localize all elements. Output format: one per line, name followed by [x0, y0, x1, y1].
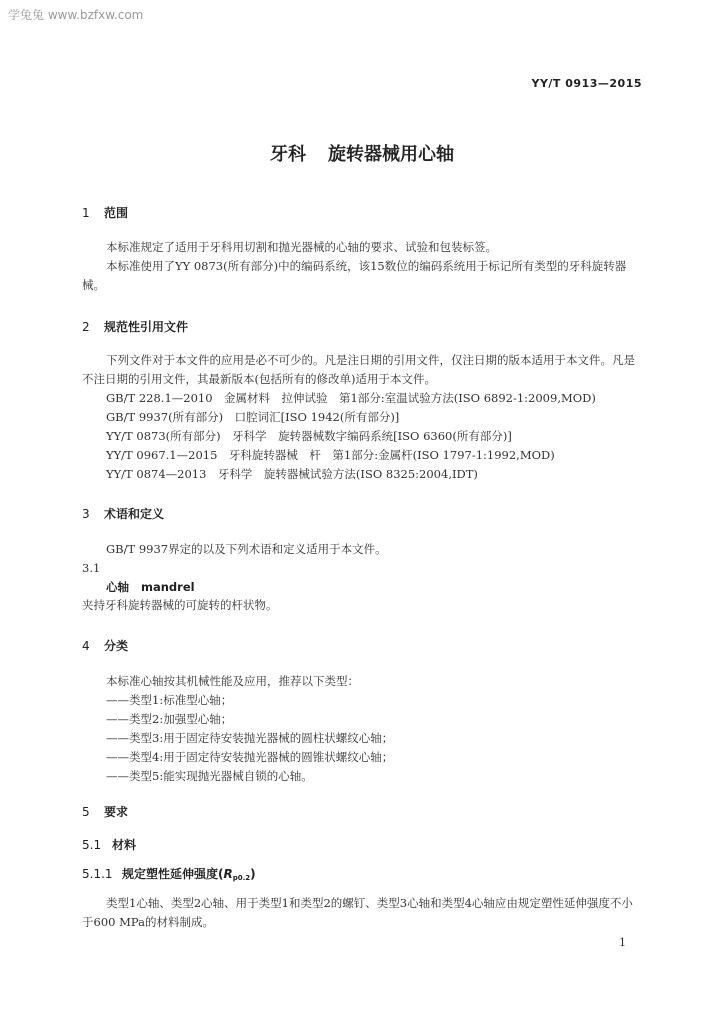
- scope-paragraph-1: 本标准规定了适用于牙科用切割和抛光器械的心轴的要求、试验和包装标签。: [106, 240, 497, 254]
- term-english: mandrel: [141, 580, 195, 594]
- reference-2: GB/T 9937(所有部分) 口腔词汇[ISO 1942(所有部分)]: [106, 410, 400, 424]
- requirement-paragraph: 类型1心轴、类型2心轴、用于类型1和类型2的螺钉、类型3心轴和类型4心轴应由规定塑性延伸强度不小于600 MPa的材料制成。: [82, 896, 633, 929]
- term-chinese: 心轴: [106, 580, 129, 594]
- section-4-heading: 4 分类: [82, 639, 129, 653]
- reference-5: YY/T 0874—2013 牙科学 旋转器械试验方法(ISO 8325:2004,IDT): [106, 467, 478, 481]
- classification-intro: 本标准心轴按其机械性能及应用，推荐以下类型：: [106, 674, 359, 688]
- reference-4: YY/T 0967.1—2015 牙科旋转器械 杆 第1部分:金属杆(ISO 1797-1:1992,MOD): [106, 448, 555, 462]
- title-part-1: 牙科: [270, 144, 306, 165]
- document-title: [0, 140, 724, 166]
- standard-number: YY/T 0913—2015: [531, 77, 642, 90]
- section-3-heading: 3 术语和定义: [82, 507, 165, 521]
- classification-item-5: ——类型5:能实现抛光器械自锁的心轴。: [106, 769, 313, 783]
- title-part-2: 旋转器械用心轴: [328, 144, 454, 165]
- reference-3: YY/T 0873(所有部分) 牙科学 旋转器械数字编码系统[ISO 6360(所有部分)]: [106, 429, 512, 443]
- classification-item-3: ——类型3:用于固定待安装抛光器械的圆柱状螺纹心轴；: [106, 731, 394, 745]
- classification-item-1: ——类型1:标准型心轴；: [106, 693, 233, 707]
- section-2-heading: 2 规范性引用文件: [82, 320, 189, 334]
- classification-item-2: ——类型2:加强型心轴；: [106, 712, 233, 726]
- section-5-heading: 5 要求: [82, 805, 129, 819]
- term-heading: [106, 579, 195, 595]
- term-number: 3.1: [82, 561, 101, 575]
- term-definition: 夹持牙科旋转器械的可旋转的杆状物。: [82, 598, 278, 612]
- scope-paragraph-2: 本标准使用了YY 0873(所有部分)中的编码系统，该15数位的编码系统用于标记所有类型的牙科旋转器械。: [82, 259, 627, 292]
- normative-intro: 下列文件对于本文件的应用是必不可少的。凡是注日期的引用文件，仅注日期的版本适用于本文件。凡是不注日期的引用文件，其最新版本(包括所有的修改单)适用于本文件。: [82, 353, 635, 386]
- section-1-heading: 1 范围: [82, 206, 129, 220]
- section-5-1-heading: 5.1 材料: [82, 838, 137, 852]
- terms-intro: GB/T 9937界定的以及下列术语和定义适用于本文件。: [106, 542, 387, 556]
- watermark: 学兔兔 www.bzfxw.com: [8, 8, 144, 22]
- section-5-1-1-heading: 5.1.1 规定塑性延伸强度$(R_{p0.2})$: [82, 867, 256, 882]
- page-number: 1: [619, 936, 626, 949]
- classification-item-4: ——类型4:用于固定待安装抛光器械的圆锥状螺纹心轴；: [106, 750, 394, 764]
- reference-1: GB/T 228.1—2010 金属材料 拉伸试验 第1部分:室温试验方法(ISO 6892-1:2009,MOD): [106, 391, 596, 405]
